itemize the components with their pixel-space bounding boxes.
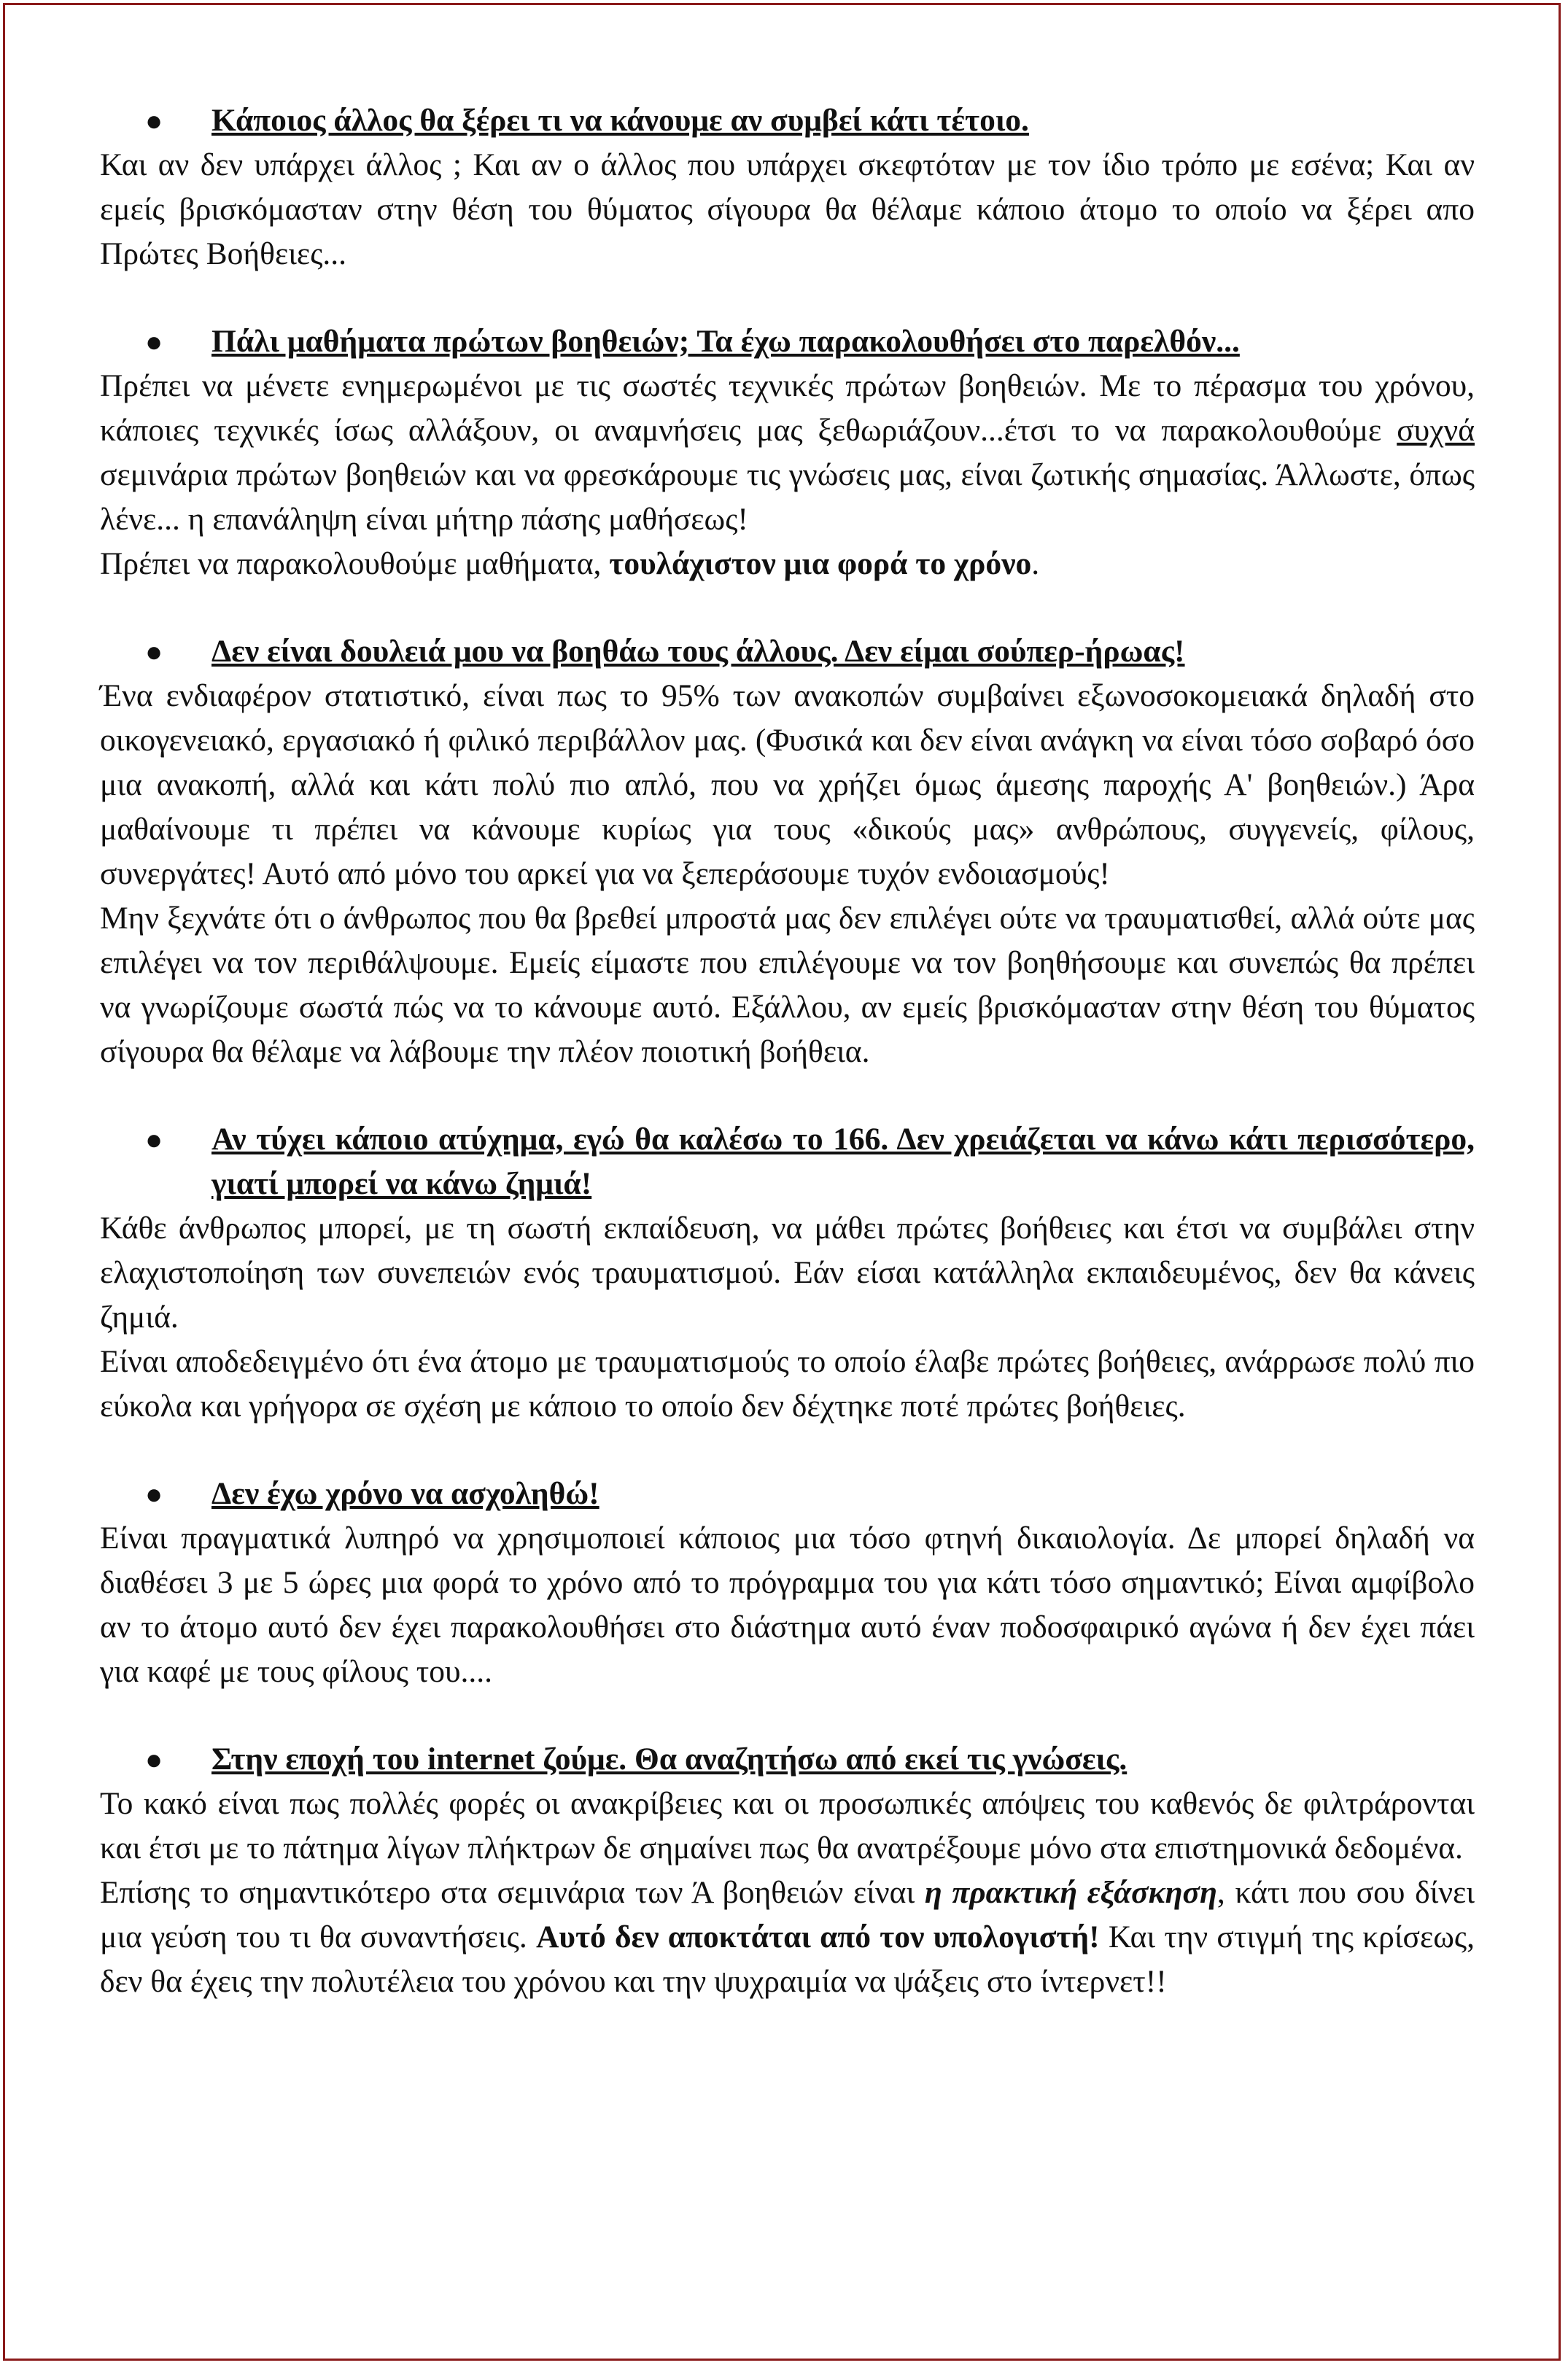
section-not-my-job (100, 629, 1475, 1074)
paragraph: Το κακό είναι πως πολλές φορές οι ανακρίβειες και οι προσωπικές απόψεις του καθενός δε φιλτράρονται και έτσι με το πάτημα λίγων πλήκτρων δε σημαίνει πως θα ανατρέξουμε μόνο στα επιστημονικά δεδομένα. (100, 1786, 1475, 1866)
heading-text: Κάποιος άλλος θα ξέρει τι να κάνουμε αν συμβεί κάτι τέτοιο. (211, 103, 1029, 138)
section-internet (100, 1737, 1475, 2004)
paragraph: Κάθε άνθρωπος μπορεί, με τη σωστή εκπαίδευση, να μάθει πρώτες βοήθειες και έτσι να συμβάλει στην ελαχιστοποίηση των συνεπειών ενός τραυματισμού. Εάν είσαι κατάλληλα εκπαιδευμένος, δεν θα κάνεις ζημιά. (100, 1211, 1475, 1335)
bullet-icon: ● (145, 635, 163, 668)
text-run: Πρέπει να παρακολουθούμε μαθήματα, (100, 546, 610, 581)
section-someone-else (100, 98, 1475, 276)
heading-text: Αν τύχει κάποιο ατύχημα, εγώ θα καλέσω το 166. Δεν χρειάζεται να κάνω κάτι περισσότερο, γιατί μπορεί να κάνω ζημιά! (211, 1122, 1475, 1201)
bold-italic-text: η πρακτική εξάσκηση (924, 1875, 1217, 1910)
text-run: . (1031, 546, 1040, 581)
underlined-text: συχνά (1397, 413, 1475, 448)
paragraph (100, 1871, 1475, 2004)
heading-text: Πάλι μαθήματα πρώτων βοηθειών; Τα έχω παρακολουθήσει στο παρελθόν... (211, 324, 1240, 359)
section-heading (100, 1472, 1475, 1516)
heading-text: Δεν είναι δουλειά μου να βοηθάω τους άλλους. Δεν είμαι σούπερ-ήρωας! (211, 634, 1185, 669)
section-call-166 (100, 1117, 1475, 1429)
text-run: , κάτι που σου δίνει μια γεύση του τι θα συναντήσεις. (100, 1875, 1475, 1954)
document-body (100, 98, 1475, 2047)
page-frame (3, 3, 1561, 2361)
bullet-icon: ● (145, 104, 163, 137)
paragraph: Και αν δεν υπάρχει άλλος ; Και αν ο άλλος που υπάρχει σκεφτόταν με τον ίδιο τρόπο με εσένα; Και αν εμείς βρισκόμασταν στην θέση του θύματος σίγουρα θα θέλαμε κάποιο άτομο το οποίο να ξέρει απο Πρώτες Βοήθειες... (100, 147, 1475, 271)
text-run: Πρέπει να μένετε ενημερωμένοι με τις σωστές τεχνικές πρώτων βοηθειών. Με το πέρασμα του χρόνου, κάποιες τεχνικές ίσως αλλάξουν, οι αναμνήσεις μας ξεθωριάζουν...έτσι το να παρακολουθούμε (100, 368, 1475, 448)
section-heading (100, 98, 1475, 143)
section-heading (100, 1737, 1475, 1782)
heading-text: Στην εποχή του internet ζούμε. Θα αναζητήσω από εκεί τις γνώσεις. (211, 1742, 1128, 1777)
paragraph: Μην ξεχνάτε ότι ο άνθρωπος που θα βρεθεί μπροστά μας δεν επιλέγει ούτε να τραυματισθεί, αλλά ούτε μας επιλέγει να τον περιθάλψουμε. Εμείς είμαστε που επιλέγουμε να τον βοηθήσουμε και συνεπώς θα πρέπει να γνωρίζουμε σωστά πώς να το κάνουμε αυτό. Εξάλλου, αν εμείς βρισκόμασταν στην θέση του θύματος σίγουρα θα θέλαμε να λάβουμε την πλέον ποιοτική βοήθεια. (100, 901, 1475, 1069)
text-run: σεμινάρια πρώτων βοηθειών και να φρεσκάρουμε τις γνώσεις μας, είναι ζωτικής σημασίας. Άλλωστε, όπως λένε... η επανάληψη είναι μήτηρ πάσης μαθήσεως! (100, 457, 1475, 537)
bold-text: τουλάχιστον μια φορά το χρόνο (609, 546, 1032, 581)
paragraph (100, 542, 1475, 586)
text-run: Επίσης το σημαντικότερο στα σεμινάρια των Ά βοηθειών είναι (100, 1875, 925, 1910)
bullet-icon: ● (145, 1478, 163, 1510)
paragraph: Είναι αποδεδειγμένο ότι ένα άτομο με τραυματισμούς το οποίο έλαβε πρώτες βοήθειες, ανάρρωσε πολύ πιο εύκολα και γρήγορα σε σχέση με κάποιο το οποίο δεν δέχτηκε ποτέ πρώτες βοήθειες. (100, 1344, 1475, 1424)
section-heading (100, 1117, 1475, 1206)
paragraph: Ένα ενδιαφέρον στατιστικό, είναι πως το 95% των ανακοπών συμβαίνει εξωνοσοκομειακά δηλαδή στο οικογενειακό, εργασιακό ή φιλικό περιβάλλον μας. (Φυσικά και δεν είναι ανάγκη να είναι τόσο σοβαρό όσο μια ανακοπή, αλλά και κάτι πολύ πιο απλό, που να χρήζει όμως άμεσης παροχής Α' βοηθειών.) Άρα μαθαίνουμε τι πρέπει να κάνουμε κυρίως για τους «δικούς μας» ανθρώπους, συγγενείς, φίλους, συνεργάτες! Αυτό από μόνο του αρκεί για να ξεπεράσουμε τυχόν ενδοιασμούς! (100, 678, 1475, 891)
section-lessons-again (100, 319, 1475, 586)
paragraph: Είναι πραγματικά λυπηρό να χρησιμοποιεί κάποιος μια τόσο φτηνή δικαιολογία. Δε μπορεί δηλαδή να διαθέσει 3 με 5 ώρες μια φορά το χρόνο από το πρόγραμμα του για κάτι τόσο σημαντικό; Είναι αμφίβολο αν το άτομο αυτό δεν έχει παρακολουθήσει στο διάστημα αυτό έναν ποδοσφαιρικό αγώνα ή δεν έχει πάει για καφέ με τους φίλους του.... (100, 1521, 1475, 1689)
heading-text: Δεν έχω χρόνο να ασχοληθώ! (211, 1476, 599, 1511)
bullet-icon: ● (145, 1123, 163, 1156)
section-no-time (100, 1472, 1475, 1694)
text-run: Και την στιγμή της κρίσεως, δεν θα έχεις την πολυτέλεια του χρόνου και την ψυχραιμία να ψάξεις στο ίντερνετ!! (100, 1919, 1475, 1999)
bullet-icon: ● (145, 325, 163, 358)
paragraph (100, 364, 1475, 542)
bullet-icon: ● (145, 1743, 163, 1776)
section-heading (100, 319, 1475, 364)
section-heading (100, 629, 1475, 674)
bold-text: Αυτό δεν αποκτάται από τον υπολογιστή! (535, 1919, 1100, 1954)
